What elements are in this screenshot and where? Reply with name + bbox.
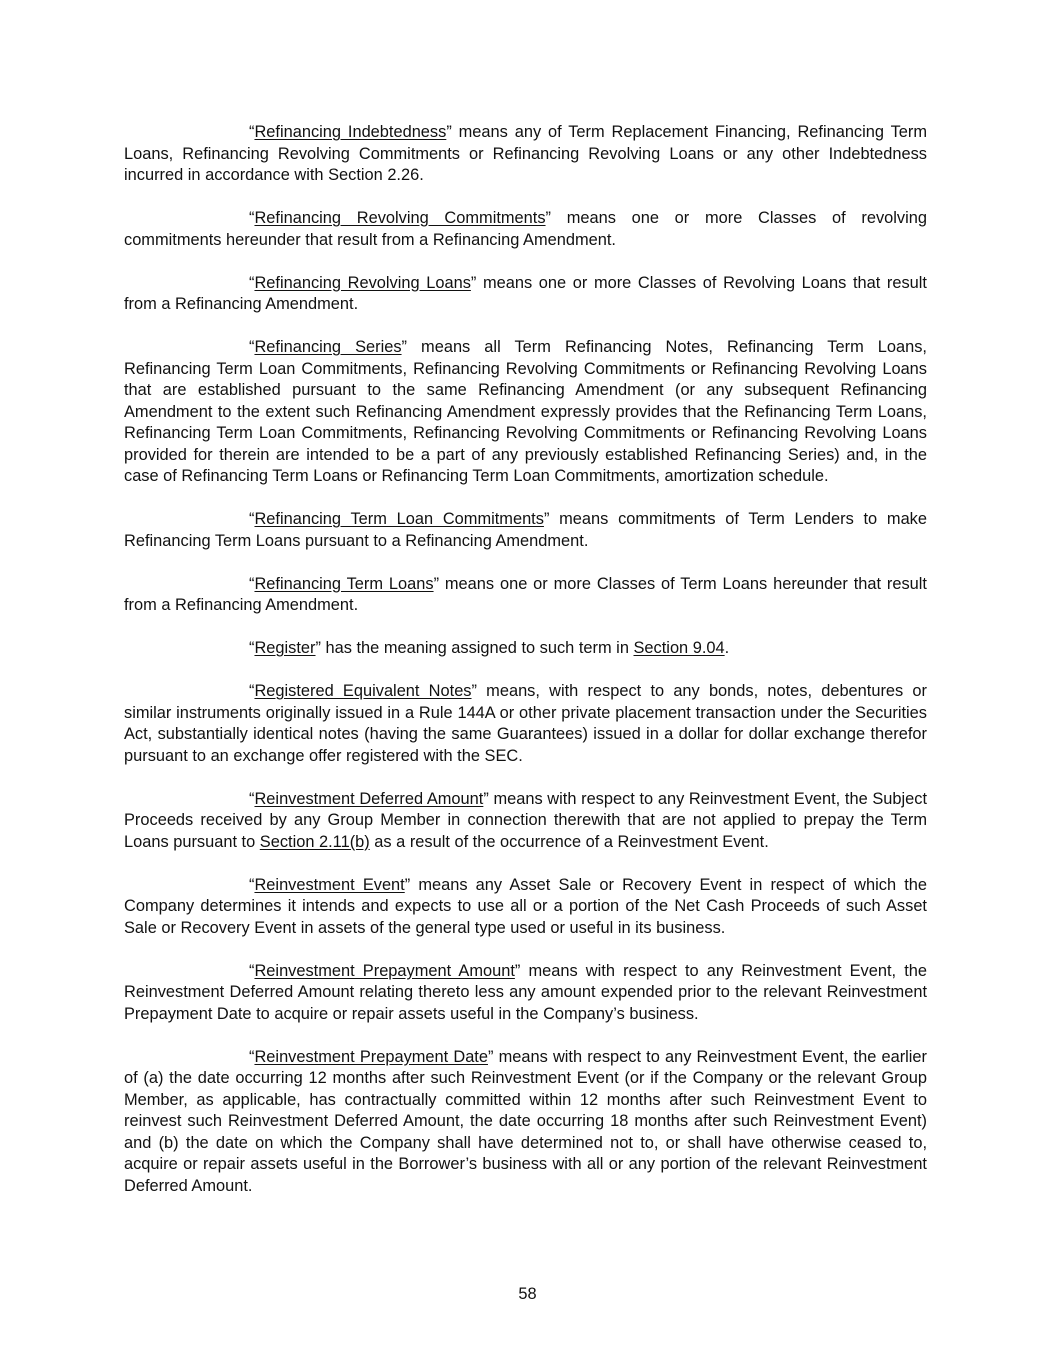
definitions-list xyxy=(124,122,927,1219)
definition-text: as a result of the occurrence of a Reinvestment Event. xyxy=(369,832,769,851)
defined-term: Reinvestment Prepayment Amount xyxy=(254,961,515,980)
definition-text: “ xyxy=(249,961,255,980)
definition-text: “ xyxy=(249,338,255,356)
defined-term: Refinancing Indebtedness xyxy=(254,123,447,141)
definition-text: “ xyxy=(249,510,255,528)
definition-text: “ xyxy=(249,273,255,292)
defined-term: Reinvestment Event xyxy=(254,875,405,894)
definition-text: “ xyxy=(249,682,255,700)
definition-text: “ xyxy=(249,639,255,657)
definition-paragraph xyxy=(124,789,927,854)
defined-term: Refinancing Revolving Commitments xyxy=(254,209,546,227)
definition-paragraph xyxy=(124,273,927,316)
defined-term: Register xyxy=(254,639,316,657)
definition-text: . xyxy=(724,639,730,657)
definition-text: ” means one or more Classes of revolving commitments hereunder that result from a Refinancing Amendment. xyxy=(124,209,928,249)
definition-text: “ xyxy=(249,875,255,894)
definition-text: ” has the meaning assigned to such term in xyxy=(315,639,634,657)
definition-paragraph xyxy=(124,509,927,552)
definition-paragraph xyxy=(124,681,927,767)
definition-paragraph xyxy=(124,875,927,940)
definition-text: ” means commitments of Term Lenders to make Refinancing Term Loans pursuant to a Refinancing Amendment. xyxy=(124,510,927,550)
definition-paragraph xyxy=(124,1047,927,1198)
definition-text: ” means any of Term Replacement Financing, Refinancing Term Loans, Refinancing Revolving Commitments or Refinancing Revolving Loans or any other Indebtedness incurred in accordance with Section xyxy=(124,123,927,184)
definition-text: “ xyxy=(249,1047,255,1066)
definition-text: “ xyxy=(249,789,255,808)
section-reference: Section 2.11(b) xyxy=(259,832,370,851)
definition-text: ” means one or more Classes of Revolving Loans that result from a Refinancing Amendment. xyxy=(124,273,927,313)
defined-term: Refinancing Revolving Loans xyxy=(254,273,471,292)
definition-text: ” means with respect to any Reinvestment Event, the Reinvestment Deferred Amount relating thereto less any amount expended prior to the relevant Reinvestment Prepayment Date to acquire or repair assets useful in the Company’s business. xyxy=(124,961,927,1023)
definition-paragraph xyxy=(124,638,927,660)
defined-term: Reinvestment Prepayment Date xyxy=(254,1047,488,1066)
definition-text: ” means with respect to any Reinvestment Event, the Subject Proceeds received by any Group Member in connection therewith that are not applied to prepay the Term Loans pursuant to xyxy=(124,789,928,851)
definition-paragraph xyxy=(124,337,927,488)
defined-term: Registered Equivalent Notes xyxy=(254,682,472,700)
definition-text: 2.26. xyxy=(387,166,424,184)
definition-paragraph xyxy=(124,961,927,1026)
defined-term: Refinancing Series xyxy=(254,338,402,356)
definition-text: “ xyxy=(249,574,255,593)
definition-paragraph xyxy=(124,122,927,187)
definition-text: ” means all Term Refinancing Notes, Refinancing Term Loans, Refinancing Term Loan Commitments, Refinancing Revolving Commitments or Refinancing Revolving Loans that are established pursuant to the same Refinancing Amendment (or any subsequent Refinancing Amendment to the extent such Refinancing Amendment expressly provides that the Refinancing Term Loans, Refinancing Term Loan Commitments, Refinancing Revolving Commitments or Refinancing Revolving Loans provided for therein are intended to be a part of any previously established Refinancing Series) and, in the case of Refinancing Term Loans or Refinancing Term Loan Commitments, amortization schedule. xyxy=(124,338,927,485)
definition-text: ” means any Asset Sale or Recovery Event in respect of which the Company determines it intends and expects to use all or a portion of the Net Cash Proceeds of such Asset Sale or Recovery Event in assets of the general type used or useful in its business. xyxy=(124,875,927,937)
definition-text: ” means with respect to any Reinvestment Event, the earlier of (a) the date occurring 12 months after such Reinvestment Event (or if the Company or the relevant Group Member, as applicable, has contractually committed within 12 months after such Reinvestment Event to reinvest such Reinvestment Deferred Amount, the date occurring 18 months after such Reinvestment Event) and (b) the date on which the Company shall have determined not to, or shall have otherwise ceased to, acquire or repair assets useful in the Borrower’s business with all or any portion of the relevant Reinvestment Deferred Amount. xyxy=(124,1047,928,1195)
definition-text: “ xyxy=(249,209,255,227)
defined-term: Refinancing Term Loans xyxy=(254,574,434,593)
definition-text: ” means one or more Classes of Term Loans hereunder that result from a Refinancing Amendment. xyxy=(124,574,927,614)
definition-text: “ xyxy=(249,123,255,141)
defined-term: Refinancing Term Loan Commitments xyxy=(254,510,544,528)
definition-text: ” means, with respect to any bonds, notes, debentures or similar instruments originally issued in a Rule 144A or other private placement transaction under the Securities Act, substantially identical notes (having the same Guarantees) issued in a dollar for dollar exchange therefor pursuant to an exchange offer registered with the SEC. xyxy=(124,682,928,765)
section-reference: Section 9.04 xyxy=(633,639,725,657)
page-number: 58 xyxy=(518,1285,537,1303)
definition-paragraph xyxy=(124,574,927,617)
defined-term: Reinvestment Deferred Amount xyxy=(254,789,484,808)
definition-paragraph xyxy=(124,208,927,251)
